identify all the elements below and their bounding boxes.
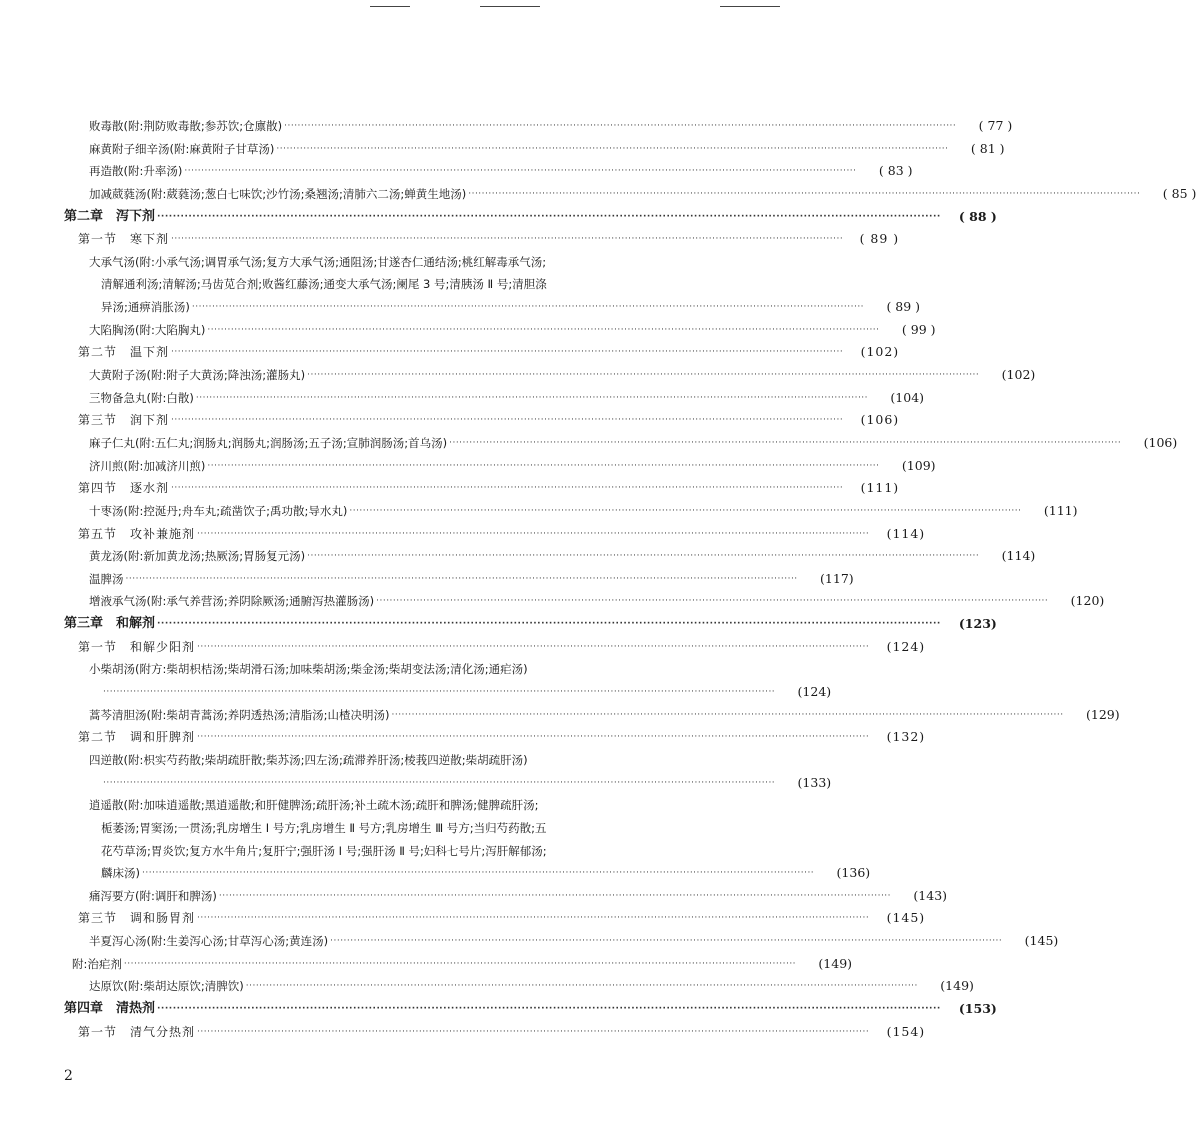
toc-title: 第五节 攻补兼施剂 (78, 526, 196, 541)
scan-artifact (720, 6, 780, 7)
toc-page-number: ( 89 ) (886, 299, 921, 315)
toc-section (0, 1021, 926, 1044)
toc-title: 逍遥散(附:加味逍遥散;黑逍遥散;和肝健脾汤;疏肝汤;补土疏木汤;疏肝和脾汤;健脾疏肝汤; (89, 798, 539, 813)
page-number: 2 (64, 1068, 73, 1084)
toc-title: 半夏泻心汤(附:生姜泻心汤;甘草泻心汤;黄连汤) (89, 934, 329, 949)
dot-leader: ········································································································································································································ (218, 890, 892, 901)
dot-leader: ········································································································································································································ (171, 347, 844, 358)
toc-entry (0, 658, 801, 681)
toc-entry-continuation (0, 681, 832, 704)
toc-page-number: (117) (820, 570, 854, 586)
dot-leader: ········································································································································································································ (157, 1003, 941, 1014)
dot-leader: ········································································································································································································ (123, 958, 797, 969)
dot-leader: ········································································································································································································ (157, 619, 941, 630)
dot-leader: ········································································································································································································ (197, 641, 870, 652)
toc-section (0, 341, 900, 364)
dot-leader: ········································································································································································································ (197, 913, 870, 924)
dot-leader: ········································································································································································································ (157, 211, 941, 222)
toc-page-number: (111) (860, 480, 900, 496)
toc-title: 败毒散(附:荆防败毒散;参苏饮;仓廪散) (89, 119, 283, 133)
dot-leader: ········································································································································································································ (245, 981, 918, 992)
toc-title: 十枣汤(附:控涎丹;舟车丸;疏凿饮子;禹功散;导水丸) (89, 503, 348, 518)
toc-entry (0, 568, 854, 591)
toc-section (0, 523, 926, 546)
toc-page-number: (123) (958, 616, 997, 632)
dot-leader: ········································································································································································································ (276, 143, 949, 154)
toc-page-number: ( 83 ) (878, 163, 913, 179)
toc-title: 大承气汤(附:小承气汤;调胃承气汤;复方大承气汤;通阻汤;甘遂杏仁通结汤;桃红解毒承气汤; (89, 254, 547, 269)
toc-entry (0, 319, 936, 342)
toc-section (0, 477, 900, 500)
toc-title: 第三章 和解剂 (64, 616, 156, 632)
toc-page-number: (136) (836, 865, 871, 881)
toc-page-number: (120) (1070, 593, 1105, 609)
toc-entry (0, 590, 1105, 613)
dot-leader: ········································································································································································································ (330, 936, 1003, 947)
toc-page-number: (145) (1024, 933, 1059, 949)
toc-title: 济川煎(附:加减济川煎) (89, 458, 206, 473)
dot-leader: ········································································································································································································ (307, 370, 980, 381)
toc-title: 再造散(附:升率汤) (89, 164, 183, 179)
toc-title: 第一节 寒下剂 (78, 232, 170, 247)
dot-leader: ········································································································································································································ (125, 573, 798, 584)
toc-page-number: (114) (886, 525, 926, 541)
dot-leader: ········································································································································································································ (449, 437, 1122, 448)
toc-entry-continuation (0, 273, 801, 296)
dot-leader: ········································································································································································································ (391, 709, 1064, 720)
toc-title: 三物备急丸(附:白散) (89, 390, 194, 405)
toc-entry (0, 251, 801, 274)
dot-leader: ········································································································································································································ (207, 460, 880, 471)
toc-title: 第四章 清热剂 (64, 1000, 156, 1016)
table-of-contents (0, 115, 1196, 1043)
toc-section (0, 228, 900, 251)
toc-page-number: ( 81 ) (970, 140, 1005, 156)
toc-title: 麟床汤) (101, 866, 140, 881)
toc-title: 加减葳蕤汤(附:葳蕤汤;葱白七味饮;沙竹汤;桑翘汤;清肺六二汤;蝉黄生地汤) (89, 186, 467, 201)
dot-leader: ········································································································································································································ (349, 505, 1022, 516)
toc-page-number: (109) (901, 457, 936, 473)
toc-section (0, 636, 926, 659)
toc-entry (0, 160, 913, 183)
scan-artifact (480, 6, 540, 7)
toc-page-number: ( 77 ) (978, 118, 1013, 133)
toc-title: 达原饮(附:柴胡达原饮;清脾饮) (89, 979, 244, 994)
toc-section (0, 907, 926, 930)
toc-page-number: (102) (1001, 367, 1036, 383)
dot-leader: ········································································································································································································ (284, 121, 957, 131)
toc-page-number: (145) (886, 910, 926, 926)
dot-leader: ········································································································································································································ (103, 687, 776, 698)
toc-title: 第二节 温下剂 (78, 345, 170, 360)
toc-page-number: ( 85 ) (1162, 185, 1196, 201)
toc-title: 大黄附子汤(附:附子大黄汤;降浊汤;灌肠丸) (89, 368, 306, 383)
toc-chapter (0, 206, 997, 229)
toc-entry (0, 364, 1036, 387)
toc-title: 第二节 调和肝脾剂 (78, 730, 196, 745)
toc-entry (0, 500, 1078, 523)
dot-leader: ········································································································································································································ (376, 596, 1049, 607)
toc-title: 第一节 清气分热剂 (78, 1024, 196, 1039)
dot-leader: ········································································································································································································ (171, 234, 844, 245)
dot-leader: ········································································································································································································ (197, 528, 870, 539)
toc-title: 痛泻要方(附:调肝和脾汤) (89, 888, 217, 903)
toc-title: 小柴胡汤(附方:柴胡枳桔汤;柴胡滑石汤;加味柴胡汤;柴金汤;柴胡变法汤;清化汤;通疟汤) (89, 662, 528, 677)
toc-entry (0, 183, 1196, 206)
toc-title: 四逆散(附:枳实芍药散;柴胡疏肝散;柴苏汤;四左汤;疏滞养肝汤;棱莪四逆散;柴胡疏肝汤) (89, 752, 528, 767)
dot-leader: ········································································································································································································ (142, 868, 815, 879)
toc-title: 异汤;通痹消胀汤) (101, 300, 190, 315)
toc-page-number: (153) (958, 1000, 997, 1016)
dot-leader: ········································································································································································································ (468, 188, 1141, 199)
toc-entry-continuation (0, 817, 801, 840)
toc-page-number: (106) (860, 412, 900, 428)
toc-page-number: (133) (797, 774, 832, 790)
toc-entry (0, 138, 1005, 161)
toc-entry (0, 545, 1036, 568)
toc-page-number: (149) (818, 955, 853, 971)
toc-entry-continuation (0, 772, 832, 795)
toc-title: 麻黄附子细辛汤(附:麻黄附子甘草汤) (89, 141, 275, 156)
toc-page-number: (124) (886, 638, 926, 654)
toc-page-number: ( 88 ) (958, 208, 997, 224)
toc-title: 温脾汤 (89, 571, 124, 586)
toc-page-number: (154) (886, 1023, 926, 1039)
toc-entry (0, 885, 948, 908)
dot-leader: ········································································································································································································ (171, 483, 844, 494)
toc-chapter (0, 613, 997, 636)
toc-title: 第三节 润下剂 (78, 413, 170, 428)
dot-leader: ········································································································································································································ (307, 551, 980, 562)
toc-appendix (0, 953, 853, 976)
toc-page-number: (129) (1086, 706, 1120, 722)
toc-title: 清解通利汤;清解汤;马齿苋合剂;败酱红藤汤;通变大承气汤;阑尾 3 号;清胰汤 Ⅱ 号;清胆涤 (101, 277, 547, 292)
toc-page-number: (111) (1043, 502, 1078, 518)
toc-page-number: (114) (1001, 548, 1036, 564)
toc-page-number: ( 89 ) (859, 231, 900, 247)
toc-entry (0, 387, 925, 410)
toc-entry (0, 975, 974, 998)
dot-leader: ········································································································································································································ (103, 777, 776, 788)
toc-page-number: (102) (860, 344, 900, 360)
toc-entry (0, 432, 1178, 455)
toc-page-number: (132) (886, 729, 926, 745)
toc-title: 栀萎汤;胃窦汤;一贯汤;乳房增生 Ⅰ 号方;乳房增生 Ⅱ 号方;乳房增生 Ⅲ 号方;当归芍药散;五 (101, 820, 547, 835)
toc-entry (0, 455, 936, 478)
toc-title: 大陷胸汤(附:大陷胸丸) (89, 322, 206, 337)
dot-leader: ········································································································································································································ (184, 166, 857, 177)
toc-title: 第三节 调和肠胃剂 (78, 911, 196, 926)
toc-title: 花芍草汤;胃炎饮;复方水牛角片;复肝宁;强肝汤 Ⅰ 号;强肝汤 Ⅱ 号;妇科七号片;泻肝解郁汤; (101, 843, 547, 858)
toc-title: 第二章 泻下剂 (64, 208, 156, 224)
toc-entry (0, 704, 1120, 727)
toc-page-number: (124) (797, 684, 832, 700)
toc-title: 麻子仁丸(附:五仁丸;润肠丸;润肠丸;润肠汤;五子汤;宣肺润肠汤;首乌汤) (89, 435, 448, 450)
toc-entry-continuation (0, 296, 921, 319)
toc-title: 蒿芩清胆汤(附:柴胡青蒿汤;养阴透热汤;清脂汤;山楂决明汤) (89, 707, 390, 722)
toc-entry (0, 749, 801, 772)
toc-page-number: ( 99 ) (901, 321, 936, 337)
toc-entry-continuation (0, 862, 871, 885)
dot-leader: ········································································································································································································ (197, 732, 870, 743)
dot-leader: ········································································································································································································ (195, 392, 869, 403)
toc-page-number: (143) (913, 887, 948, 903)
toc-title: 第四节 逐水剂 (78, 481, 170, 496)
dot-leader: ········································································································································································································ (191, 302, 865, 313)
dot-leader: ········································································································································································································ (171, 415, 844, 426)
dot-leader: ········································································································································································································ (207, 324, 880, 335)
toc-title: 第一节 和解少阳剂 (78, 639, 196, 654)
toc-title: 附:治疟剂 (72, 956, 122, 971)
toc-chapter (0, 998, 997, 1021)
toc-page-number: (149) (940, 978, 974, 994)
toc-entry (0, 930, 1059, 953)
toc-title: 黄龙汤(附:新加黄龙汤;热厥汤;胃肠复元汤) (89, 549, 306, 564)
scan-artifact (370, 6, 410, 7)
dot-leader: ········································································································································································································ (197, 1026, 870, 1037)
toc-section (0, 409, 900, 432)
toc-section (0, 726, 926, 749)
toc-entry-continuation (0, 840, 801, 863)
toc-entry (0, 115, 1013, 138)
toc-title: 增液承气汤(附:承气养营汤;养阴除厥汤;通腑泻热灌肠汤) (89, 594, 375, 609)
toc-page-number: (104) (890, 389, 925, 405)
toc-page-number: (106) (1143, 434, 1178, 450)
toc-entry (0, 794, 801, 817)
